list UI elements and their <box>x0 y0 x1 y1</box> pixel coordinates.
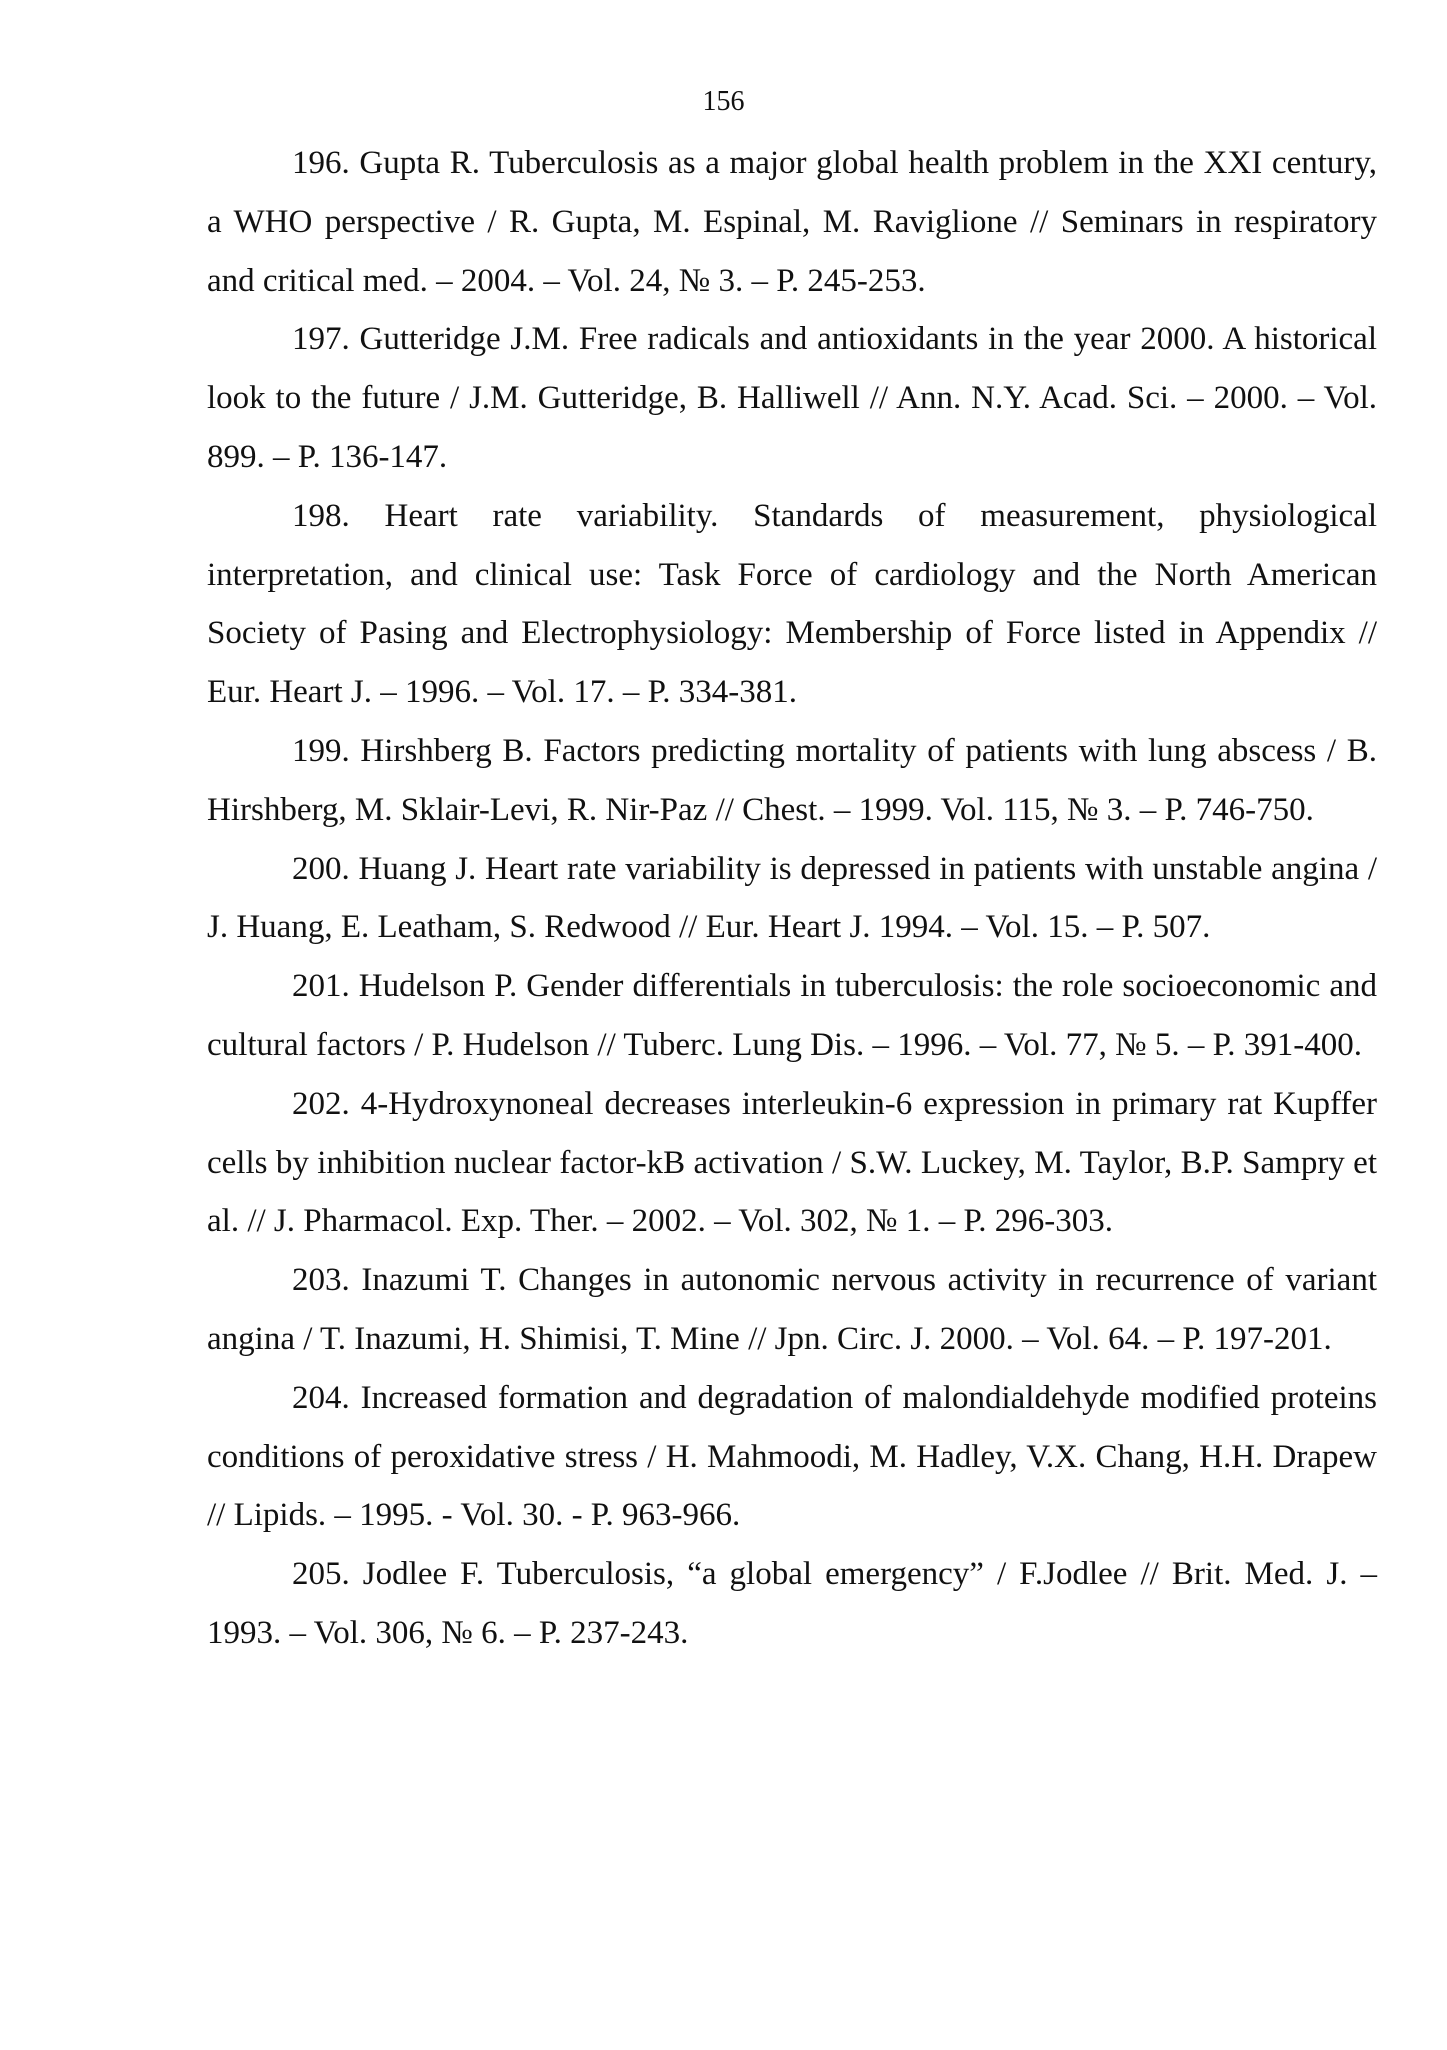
reference-item: 205. Jodlee F. Tuberculosis, “a global emergency” / F.Jodlee // Brit. Med. J. – 1993. – Vol. 306, № 6. – P. 237-243. <box>207 1556 1377 1651</box>
page-number: 156 <box>702 86 745 117</box>
reference-item: 201. Hudelson P. Gender differentials in tuberculosis: the role socioeconomic and cultural factors / P. Hudelson // Tuberc. Lung Dis. – 1996. – Vol. 77, № 5. – P. 391-400. <box>207 968 1377 1063</box>
reference-item: 196. Gupta R. Tuberculosis as a major global health problem in the XXI century, a WHO perspective / R. Gupta, M. Espinal, M. Raviglione // Seminars in respiratory and critical med. – 2004. – Vol. 24, № 3. – P. 245-253. <box>207 145 1377 299</box>
reference-item: 204. Increased formation and degradation of malondialdehyde modified proteins conditions of peroxidative stress / H. Mahmoodi, M. Hadley, V.X. Chang, H.H. Drapew // Lipids. – 1995. - Vol. 30. - P. 963-966. <box>207 1379 1377 1534</box>
reference-list <box>207 134 1377 1663</box>
reference-item: 203. Inazumi T. Changes in autonomic nervous activity in recurrence of variant angina / T. Inazumi, H. Shimisi, T. Mine // Jpn. Circ. J. 2000. – Vol. 64. – P. 197-201. <box>207 1262 1377 1357</box>
reference-item: 199. Hirshberg B. Factors predicting mortality of patients with lung abscess / B. Hirshberg, M. Sklair-Levi, R. Nir-Paz // Chest. – 1999. Vol. 115, № 3. – P. 746-750. <box>207 732 1377 828</box>
reference-item: 200. Huang J. Heart rate variability is depressed in patients with unstable angina / J. Huang, E. Leatham, S. Redwood // Eur. Heart J. 1994. – Vol. 15. – P. 507. <box>207 850 1377 946</box>
reference-item: 202. 4-Hydroxynoneal decreases interleukin-6 expression in primary rat Kupffer cells by inhibition nuclear factor-kB activation / S.W. Luckey, M. Taylor, B.P. Sampry et al. // J. Pharmacol. Exp. Ther. – 2002. – Vol. 302, № 1. – P. 296-303. <box>207 1085 1377 1240</box>
reference-item: 197. Gutteridge J.M. Free radicals and antioxidants in the year 2000. A historical look to the future / J.M. Gutteridge, B. Halliwell // Ann. N.Y. Acad. Sci. – 2000. – Vol. 899. – P. 136-147. <box>207 321 1377 475</box>
reference-item: 198. Heart rate variability. Standards of measurement, physiological interpretation, and clinical use: Task Force of cardiology and the North American Society of Pasing and Electrophysiology: Membership of Force listed in Appendix // Eur. Heart J. – 1996. – Vol. 17. – P. 334-381. <box>207 497 1377 711</box>
